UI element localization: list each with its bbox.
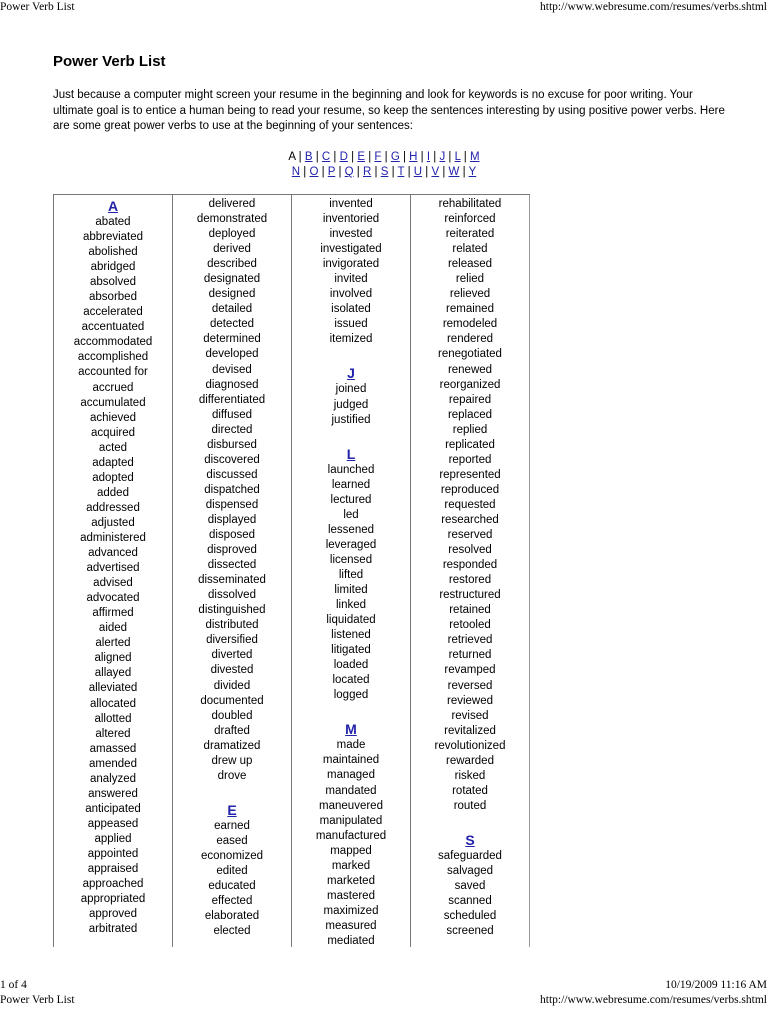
- verb-item: economized: [200, 849, 263, 862]
- verb-item: managed: [327, 769, 375, 782]
- print-footer-title: Power Verb List: [0, 994, 75, 1006]
- alphabet-link-s[interactable]: S: [380, 166, 389, 178]
- verb-item: manufactured: [315, 829, 387, 842]
- verb-item: elected: [213, 925, 251, 938]
- verb-item: marketed: [327, 874, 375, 887]
- verb-item: renegotiated: [438, 348, 502, 361]
- verb-item: accommodated: [73, 336, 153, 349]
- verb-item: aligned: [94, 652, 132, 665]
- verb-item: risked: [454, 769, 486, 782]
- verb-item: relied: [455, 273, 485, 286]
- verb-column-3: [292, 195, 411, 947]
- verb-item: acted: [98, 441, 128, 454]
- verb-item: reproduced: [440, 483, 500, 496]
- verb-item: appointed: [87, 847, 139, 860]
- verb-item: lessened: [327, 523, 375, 536]
- letter-heading-m[interactable]: M: [345, 721, 357, 738]
- alphabet-link-r[interactable]: R: [363, 166, 372, 178]
- verb-item: retrieved: [447, 634, 493, 647]
- verb-item: allayed: [94, 667, 132, 680]
- verb-item: rewarded: [446, 754, 494, 767]
- verb-item: mediated: [327, 934, 375, 947]
- verb-item: educated: [208, 880, 256, 893]
- verb-item: distributed: [205, 619, 259, 632]
- alphabet-separator: |: [365, 151, 375, 163]
- verb-item: litigated: [331, 644, 371, 657]
- verb-item: maximized: [323, 904, 379, 917]
- verb-item: doubled: [211, 709, 253, 722]
- alphabet-link-b[interactable]: B: [304, 151, 313, 163]
- verb-item: isolated: [331, 303, 371, 316]
- verb-item: listened: [331, 629, 371, 642]
- verb-item: safeguarded: [438, 849, 502, 862]
- verb-item: advanced: [88, 547, 138, 560]
- verb-item: dissected: [207, 559, 257, 572]
- alphabet-separator: |: [300, 166, 310, 178]
- verb-item: anticipated: [85, 802, 141, 815]
- verb-item: rotated: [452, 784, 488, 797]
- verb-item: maintained: [322, 754, 380, 767]
- alphabet-separator: |: [445, 151, 455, 163]
- alphabet-link-f[interactable]: F: [374, 151, 382, 163]
- verb-item: limited: [334, 583, 368, 596]
- verb-item: restored: [448, 574, 492, 587]
- verb-item: discovered: [204, 453, 260, 466]
- letter-heading-l[interactable]: L: [346, 445, 356, 462]
- verb-item: screened: [446, 925, 494, 938]
- verb-item: diverted: [211, 649, 253, 662]
- verb-item: disbursed: [207, 438, 257, 451]
- verb-item: amended: [89, 757, 137, 770]
- verb-item: accomplished: [77, 351, 149, 364]
- verb-item: abated: [95, 216, 131, 228]
- alphabet-separator: |: [439, 166, 449, 178]
- verb-item: scheduled: [443, 910, 497, 923]
- verb-item: accounted for: [78, 366, 148, 379]
- alphabet-nav-row-1: [0, 150, 768, 165]
- alphabet-current-letter: A: [288, 151, 296, 163]
- verb-item: drafted: [214, 724, 250, 737]
- verb-item: replied: [452, 423, 488, 436]
- verb-item: reviewed: [446, 694, 494, 707]
- verb-item: analyzed: [89, 772, 137, 785]
- verb-item: invested: [329, 228, 373, 241]
- verb-item: relieved: [449, 288, 491, 301]
- verb-item: absolved: [89, 276, 137, 289]
- verb-item: arbitrated: [88, 923, 138, 936]
- alphabet-link-o[interactable]: O: [309, 166, 319, 178]
- verb-item: abbreviated: [82, 231, 144, 244]
- alphabet-link-v[interactable]: V: [431, 166, 440, 178]
- verb-item: accelerated: [83, 306, 143, 319]
- alphabet-separator: |: [381, 151, 391, 163]
- alphabet-link-g[interactable]: G: [390, 151, 400, 163]
- verb-item: revolutionized: [434, 739, 506, 752]
- letter-heading-j[interactable]: J: [347, 365, 355, 382]
- verb-item: applied: [94, 832, 132, 845]
- verb-item: justified: [331, 413, 371, 426]
- verb-item: reinforced: [444, 213, 496, 226]
- verb-item: divested: [210, 664, 254, 677]
- verb-item: led: [343, 508, 359, 521]
- verb-item: altered: [95, 727, 131, 740]
- verb-item: diagnosed: [205, 378, 259, 391]
- verb-item: reorganized: [439, 378, 501, 391]
- verb-item: eased: [216, 834, 248, 847]
- verb-item: directed: [211, 423, 253, 436]
- verb-item: rehabilitated: [438, 198, 502, 210]
- verb-item: restructured: [439, 589, 501, 602]
- verb-item: dispatched: [204, 483, 260, 496]
- verb-item: repaired: [448, 393, 492, 406]
- verb-item: reversed: [447, 679, 493, 692]
- verb-item: diffused: [211, 408, 253, 421]
- verb-item: replicated: [445, 438, 495, 451]
- alphabet-separator: |: [330, 151, 340, 163]
- alphabet-separator: |: [347, 151, 358, 163]
- verb-item: amassed: [89, 742, 137, 755]
- verb-item: retooled: [449, 619, 491, 632]
- page-number: 1 of 4: [0, 979, 27, 991]
- verb-item: replaced: [447, 408, 493, 421]
- alphabet-link-e[interactable]: E: [357, 151, 365, 163]
- verb-item: distinguished: [198, 604, 266, 617]
- verb-item: diversified: [206, 634, 258, 647]
- verb-item: acquired: [90, 426, 136, 439]
- verb-item: renewed: [447, 363, 493, 376]
- verb-item: researched: [441, 513, 499, 526]
- alphabet-link-i[interactable]: I: [426, 151, 431, 163]
- print-header: [0, 0, 768, 14]
- verb-item: developed: [205, 348, 259, 361]
- alphabet-link-d[interactable]: D: [339, 151, 348, 163]
- verb-item: maneuvered: [319, 799, 383, 812]
- verb-item: alleviated: [88, 682, 138, 695]
- verb-item: mandated: [325, 784, 377, 797]
- alphabet-link-c[interactable]: C: [321, 151, 331, 163]
- verb-item: learned: [331, 478, 371, 491]
- alphabet-separator: |: [430, 151, 440, 163]
- verb-item: scanned: [448, 895, 492, 908]
- verb-item: measured: [325, 919, 377, 932]
- verb-item: edited: [216, 864, 248, 877]
- verb-item: released: [447, 258, 493, 271]
- verb-item: represented: [439, 468, 501, 481]
- verb-item: joined: [335, 383, 367, 396]
- verb-item: advocated: [86, 592, 140, 605]
- alphabet-link-q[interactable]: Q: [344, 166, 354, 178]
- verb-item: affirmed: [92, 607, 134, 620]
- verb-item: mastered: [327, 889, 375, 902]
- verb-item: appropriated: [80, 893, 146, 906]
- verb-item: approved: [89, 908, 137, 921]
- verb-item: adjusted: [91, 516, 135, 529]
- verb-item: allocated: [89, 697, 137, 710]
- alphabet-separator: |: [399, 151, 410, 163]
- power-verb-table: [53, 194, 530, 947]
- verb-item: disproved: [207, 544, 257, 557]
- page-title: Power Verb List: [53, 53, 166, 70]
- print-header-url: http://www.webresume.com/resumes/verbs.shtml: [540, 1, 767, 13]
- verb-item: achieved: [89, 411, 137, 424]
- verb-item: displayed: [207, 513, 257, 526]
- verb-item: rendered: [446, 333, 494, 346]
- verb-item: earned: [214, 819, 250, 832]
- verb-item: logged: [333, 689, 369, 702]
- verb-item: invented: [329, 198, 373, 210]
- alphabet-separator: |: [318, 166, 328, 178]
- alphabet-link-p[interactable]: P: [327, 166, 336, 178]
- verb-item: itemized: [329, 333, 373, 346]
- verb-item: made: [336, 739, 366, 752]
- letter-heading-a[interactable]: A: [107, 198, 119, 214]
- print-footer-line-1: [0, 978, 768, 992]
- verb-item: adapted: [92, 456, 134, 469]
- verb-item: liquidated: [326, 614, 376, 627]
- alphabet-separator: |: [422, 166, 432, 178]
- main-content: [53, 52, 733, 146]
- alphabet-nav-row-2: [0, 165, 768, 180]
- verb-item: launched: [327, 463, 375, 476]
- verb-item: salvaged: [446, 864, 494, 877]
- verb-item: abridged: [90, 261, 136, 274]
- verb-item: detailed: [211, 303, 253, 316]
- verb-item: licensed: [329, 553, 373, 566]
- alphabet-link-l[interactable]: L: [454, 151, 461, 163]
- verb-item: derived: [213, 243, 251, 256]
- verb-item: elaborated: [204, 910, 260, 923]
- verb-item: alerted: [95, 637, 131, 650]
- verb-item: reported: [448, 453, 492, 466]
- verb-item: remained: [446, 303, 494, 316]
- verb-item: differentiated: [198, 393, 266, 406]
- verb-item: marked: [331, 859, 371, 872]
- alphabet-link-j[interactable]: J: [439, 151, 446, 163]
- verb-item: leveraged: [325, 538, 377, 551]
- verb-item: loaded: [333, 659, 369, 672]
- verb-item: mapped: [330, 844, 372, 857]
- verb-item: related: [452, 243, 488, 256]
- verb-item: reserved: [447, 529, 493, 542]
- verb-item: accumulated: [80, 396, 146, 409]
- verb-item: lectured: [330, 493, 372, 506]
- alphabet-separator: |: [371, 166, 381, 178]
- verb-item: effected: [211, 895, 253, 908]
- alphabet-link-u[interactable]: U: [413, 166, 423, 178]
- verb-item: determined: [203, 333, 261, 346]
- verb-item: aided: [98, 622, 128, 635]
- print-footer-url: http://www.webresume.com/resumes/verbs.shtml: [540, 994, 767, 1006]
- print-footer-line-2: [0, 993, 768, 1007]
- verb-item: addressed: [86, 501, 140, 514]
- verb-item: discussed: [206, 468, 258, 481]
- alphabet-link-n[interactable]: N: [291, 166, 301, 178]
- alphabet-separator: |: [295, 151, 305, 163]
- verb-item: dispensed: [205, 498, 259, 511]
- verb-item: revamped: [444, 664, 496, 677]
- verb-item: appraised: [87, 863, 139, 876]
- verb-item: documented: [200, 694, 264, 707]
- verb-item: returned: [448, 649, 492, 662]
- verb-item: accrued: [92, 381, 134, 394]
- verb-item: investigated: [320, 243, 382, 256]
- verb-item: designated: [203, 273, 261, 286]
- verb-item: designed: [208, 288, 256, 301]
- verb-item: revitalized: [444, 724, 496, 737]
- verb-item: administered: [80, 531, 146, 544]
- verb-column-4: [411, 195, 530, 947]
- verb-item: invigorated: [322, 258, 380, 271]
- verb-item: retained: [449, 604, 491, 617]
- verb-item: detected: [209, 318, 255, 331]
- verb-item: revised: [451, 709, 489, 722]
- verb-item: drew up: [211, 754, 253, 767]
- alphabet-separator: |: [417, 151, 427, 163]
- verb-item: located: [332, 674, 370, 687]
- verb-item: absorbed: [89, 291, 137, 304]
- alphabet-separator: |: [388, 166, 398, 178]
- verb-item: appeased: [87, 817, 139, 830]
- verb-item: invited: [334, 273, 368, 286]
- verb-item: saved: [454, 880, 486, 893]
- print-header-title: Power Verb List: [0, 1, 75, 13]
- intro-paragraph: Just because a computer might screen your resume in the beginning and look for keywords is no excuse for poor writing. Your ultimate goal is to entice a human being to read your resume, so keep the sentences interesting by using positive power verbs. Here are some great power verbs to use at the beginning of your sentences:: [53, 89, 725, 132]
- letter-heading-s[interactable]: S: [465, 831, 475, 848]
- alphabet-separator: |: [459, 166, 469, 178]
- verb-item: advertised: [86, 562, 140, 575]
- alphabet-separator: |: [460, 151, 470, 163]
- verb-column-2: [173, 195, 292, 947]
- verb-item: disseminated: [198, 574, 266, 587]
- verb-item: devised: [212, 363, 252, 376]
- verb-item: accentuated: [81, 321, 145, 334]
- verb-item: routed: [453, 799, 487, 812]
- verb-item: adopted: [92, 471, 134, 484]
- alphabet-link-m[interactable]: M: [469, 151, 480, 163]
- verb-item: approached: [82, 878, 144, 891]
- verb-item: allotted: [94, 712, 132, 725]
- verb-item: demonstrated: [196, 213, 268, 226]
- verb-item: judged: [333, 398, 369, 411]
- verb-item: requested: [444, 498, 496, 511]
- verb-item: manipulated: [319, 814, 383, 827]
- alphabet-link-y[interactable]: Y: [468, 166, 477, 178]
- verb-item: answered: [88, 787, 138, 800]
- verb-item: dissolved: [208, 589, 256, 602]
- verb-item: advised: [93, 577, 133, 590]
- alphabet-link-w[interactable]: W: [448, 166, 460, 178]
- alphabet-link-t[interactable]: T: [397, 166, 405, 178]
- letter-heading-e[interactable]: E: [227, 801, 237, 818]
- verb-item: dramatized: [203, 739, 261, 752]
- verb-item: abolished: [88, 246, 138, 259]
- alphabet-separator: |: [335, 166, 345, 178]
- alphabet-separator: |: [353, 166, 363, 178]
- verb-item: deployed: [208, 228, 256, 241]
- verb-item: resolved: [448, 544, 492, 557]
- verb-item: delivered: [208, 198, 256, 210]
- verb-item: divided: [213, 679, 251, 692]
- alphabet-separator: |: [312, 151, 322, 163]
- verb-item: linked: [335, 599, 367, 612]
- alphabet-separator: |: [404, 166, 414, 178]
- verb-column-1: [54, 195, 173, 947]
- verb-item: added: [97, 486, 129, 499]
- verb-item: responded: [442, 559, 498, 572]
- verb-item: involved: [329, 288, 373, 301]
- verb-item: reiterated: [445, 228, 495, 241]
- verb-item: disposed: [208, 529, 256, 542]
- verb-item: issued: [334, 318, 368, 331]
- verb-item: remodeled: [442, 318, 498, 331]
- verb-item: lifted: [338, 568, 364, 581]
- verb-item: inventoried: [322, 213, 380, 226]
- verb-item: drove: [217, 769, 247, 782]
- print-datetime: 10/19/2009 11:16 AM: [665, 979, 767, 991]
- alphabet-link-h[interactable]: H: [409, 151, 418, 163]
- verb-item: described: [207, 258, 257, 271]
